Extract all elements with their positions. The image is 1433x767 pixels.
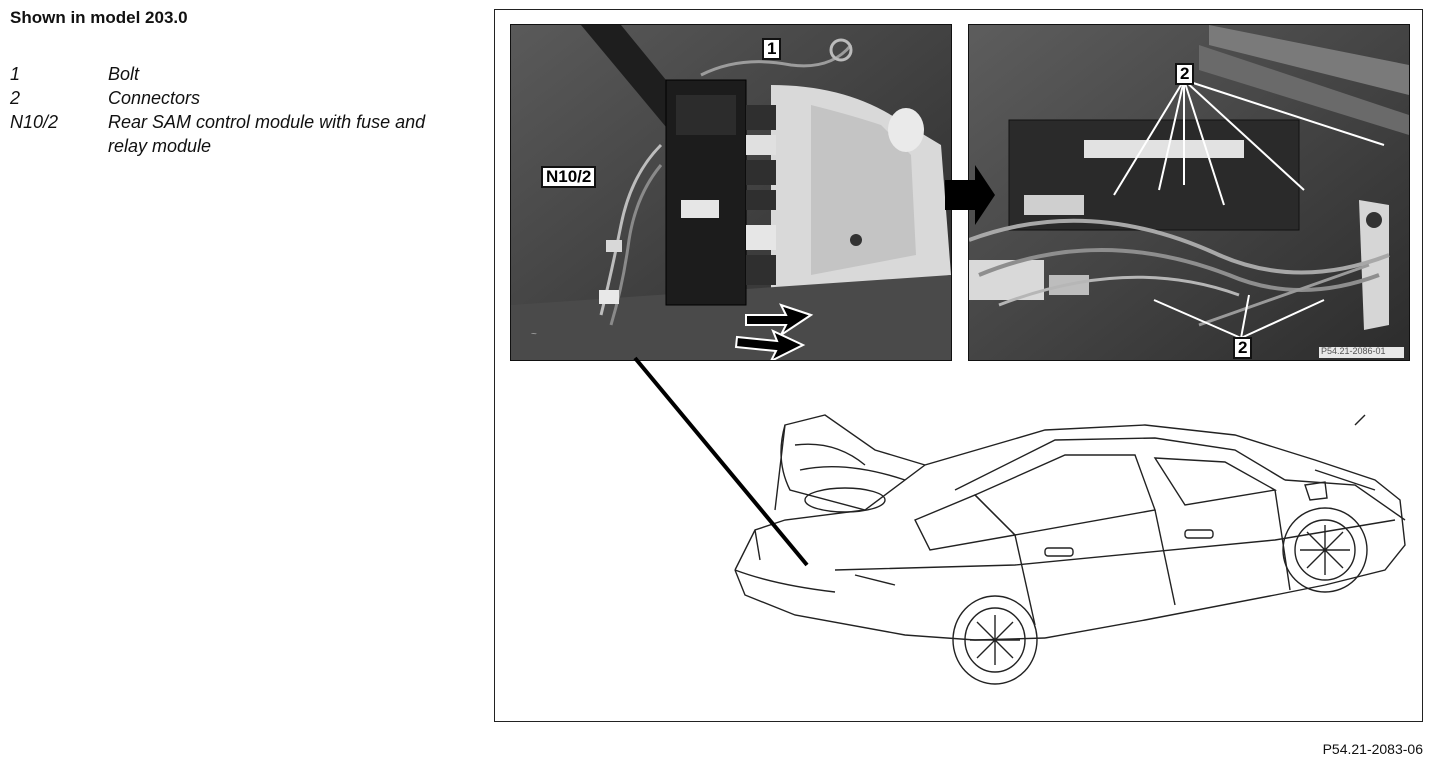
callout-module: N10/2 — [541, 166, 596, 188]
legend-text: Connectors — [108, 88, 201, 108]
legend-item — [10, 62, 428, 86]
legend-item — [10, 86, 428, 110]
legend-key: N10/2 — [10, 112, 59, 132]
legend-item — [10, 110, 428, 158]
module-photo — [510, 24, 952, 361]
diagram-frame — [494, 9, 1423, 722]
vehicle-illustration — [715, 370, 1415, 710]
legend-text: Bolt — [108, 64, 140, 84]
photo-stamp: P54.21-2086-01 — [1321, 346, 1386, 356]
legend-list — [10, 62, 428, 158]
callout-connectors-bottom: 2 — [1233, 337, 1252, 359]
section-heading: Shown in model 203.0 — [10, 8, 188, 27]
legend-key: 2 — [10, 88, 21, 108]
svg-text:~: ~ — [531, 329, 537, 340]
reference-code: P54.21-2083-06 — [1322, 741, 1423, 757]
connectors-photo — [968, 24, 1410, 361]
callout-connectors-top: 2 — [1175, 63, 1194, 85]
legend-key: 1 — [10, 64, 21, 84]
callout-bolt: 1 — [762, 38, 781, 60]
legend-text: Rear SAM control module with fuse and relay module — [108, 112, 426, 156]
